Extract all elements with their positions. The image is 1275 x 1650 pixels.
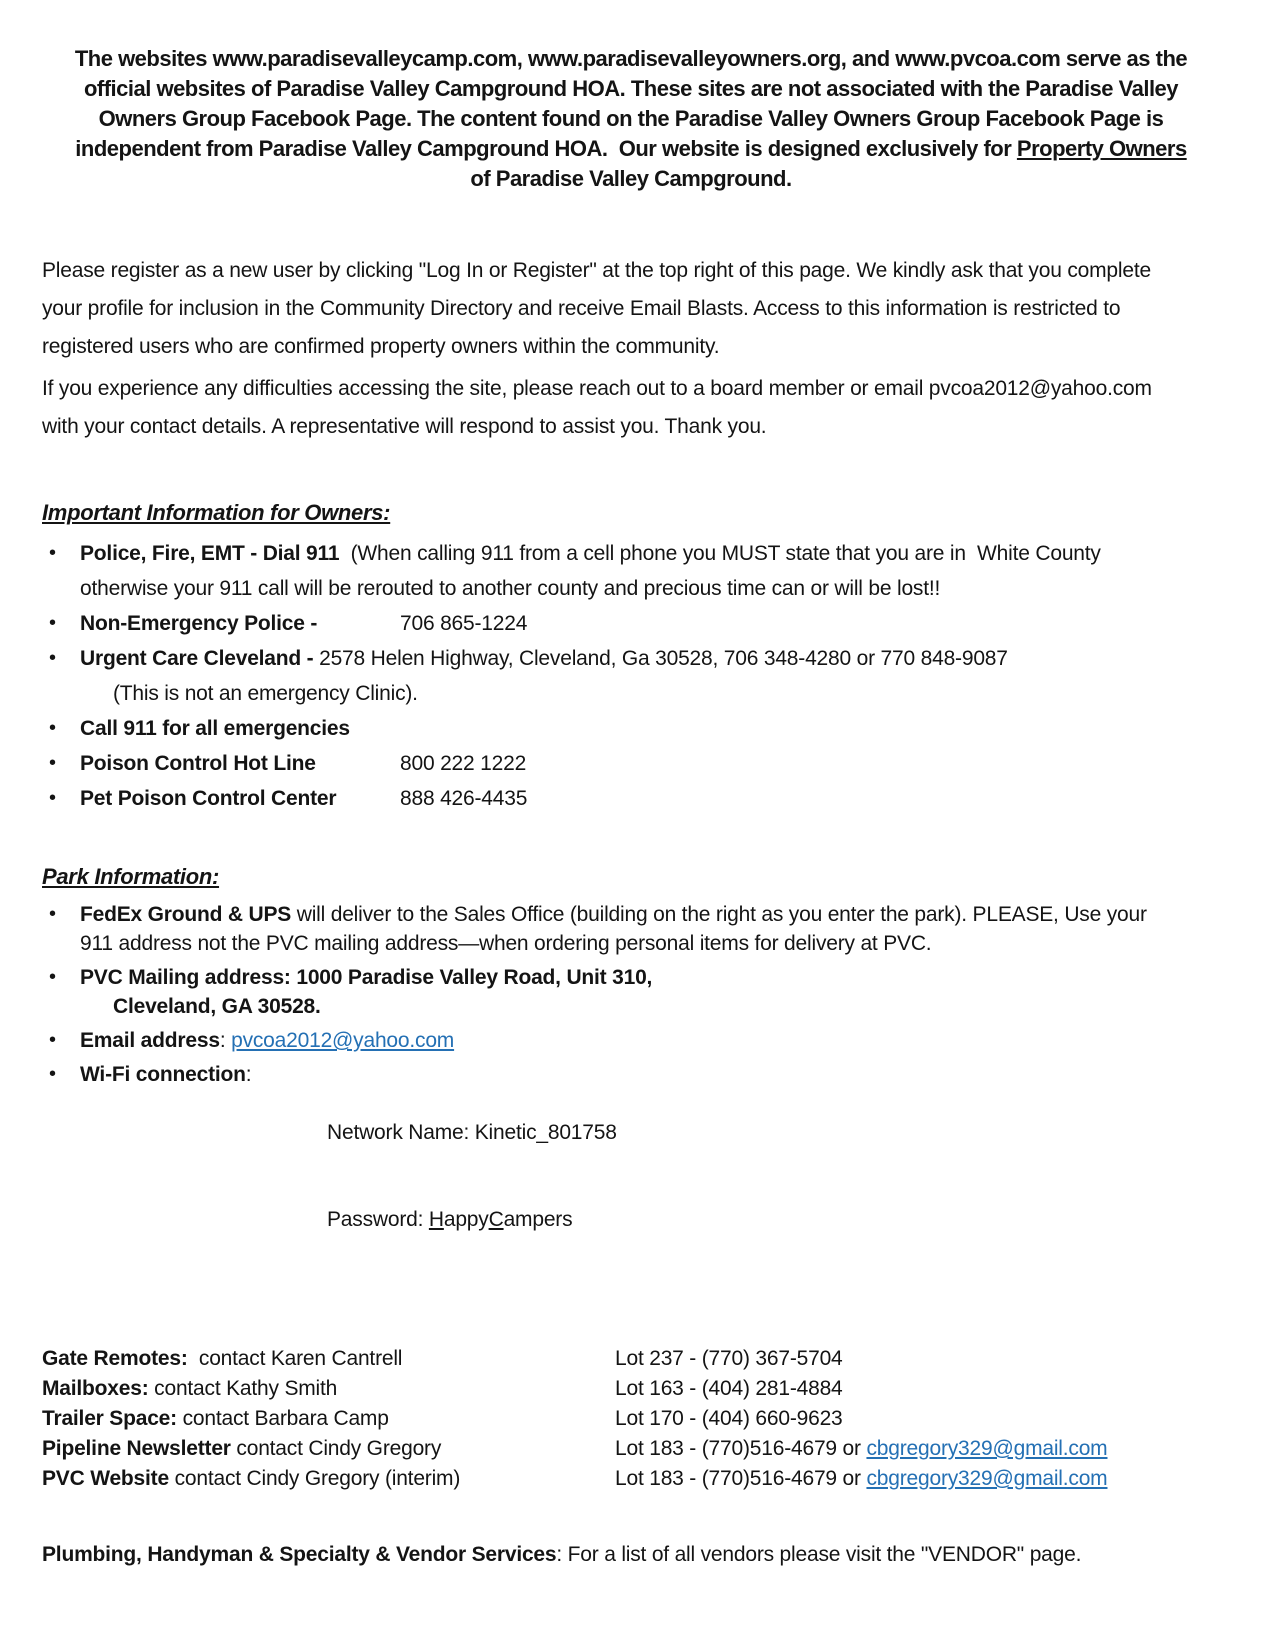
wifi-password-tail: ampers: [503, 1208, 573, 1231]
wifi-details: [327, 1060, 617, 1292]
contact-label-cell: [42, 1374, 615, 1404]
bullet-urgent-care-note: (This is not an emergency Clinic).: [113, 682, 418, 705]
contacts-list: [42, 1344, 1220, 1494]
support-paragraph: If you experience any difficulties accessing the site, please reach out to a board member or email pvcoa2012@yahoo.com with your contact details. A representative will respond to assist you. Thank you.: [42, 377, 1158, 438]
bullet-police-fire-emt: [42, 536, 1177, 606]
bullet-non-emergency-label: Non-Emergency Police -: [80, 612, 318, 635]
bullet-wifi-label: Wi-Fi connection: [80, 1063, 246, 1086]
contact-label: PVC Website: [42, 1467, 169, 1490]
contact-person: contact Cindy Gregory (interim): [168, 1467, 461, 1490]
bullet-wifi-connection: [42, 1060, 1177, 1292]
bullet-urgent-care-text: 2578 Helen Highway, Cleveland, Ga 30528, 706 348-4280 or 770 848-9087: [313, 647, 1008, 670]
bullet-mailing-line1: PVC Mailing address: 1000 Paradise Valley Road, Unit 310,: [80, 966, 653, 989]
contact-row-trailer-space: [42, 1404, 1220, 1434]
intro-paragraph: [68, 44, 1194, 194]
contact-label: Gate Remotes:: [42, 1347, 188, 1370]
park-info-list: [42, 900, 1177, 1292]
wifi-password-c: C: [488, 1208, 504, 1231]
contact-row-gate-remotes: [42, 1344, 1220, 1374]
contact-lot-text: Lot 183 - (770)516-4679 or: [615, 1437, 867, 1460]
register-paragraph: Please register as a new user by clicking "Log In or Register" at the top right of this page. We kindly ask that you complete your profile for inclusion in the Community Directory and receive Email Blasts. Access to this information is restricted to registered users who are confirmed property owners within the community.: [42, 259, 1157, 358]
wifi-network-name: Network Name: Kinetic_801758: [327, 1121, 617, 1144]
contact-person: contact Karen Cantrell: [187, 1347, 403, 1370]
wifi-password-h: H: [428, 1208, 444, 1231]
bullet-pet-poison-label: Pet Poison Control Center: [80, 787, 337, 810]
bullet-delivery-label: FedEx Ground & UPS: [80, 903, 292, 926]
bullet-urgent-care: [42, 641, 1177, 711]
email-link-yahoo[interactable]: pvcoa2012@yahoo.com: [231, 1029, 455, 1052]
bullet-non-emergency-police: [42, 606, 1177, 641]
contact-lot-phone: Lot 237 - (770) 367-5704: [615, 1347, 843, 1370]
contact-label: Pipeline Newsletter: [42, 1437, 231, 1460]
email-link-gmail[interactable]: cbgregory329@gmail.com: [866, 1437, 1108, 1460]
intro-text-after: of Paradise Valley Campground.: [470, 136, 1193, 191]
contact-person: contact Cindy Gregory: [230, 1437, 442, 1460]
park-info-heading: Park Information:: [42, 864, 220, 889]
contact-lot-phone: [615, 1434, 1107, 1464]
bullet-poison-control: [42, 746, 1177, 781]
important-info-heading: Important Information for Owners:: [42, 500, 391, 525]
bullet-police-label: Police, Fire, EMT - Dial 911: [80, 542, 340, 565]
bullet-call-911: [42, 711, 1177, 746]
bullet-wifi-separator: :: [245, 1063, 252, 1086]
contact-person: contact Kathy Smith: [148, 1377, 338, 1400]
contact-lot-phone: Lot 170 - (404) 660-9623: [615, 1407, 843, 1430]
bullet-poison-label: Poison Control Hot Line: [80, 752, 316, 775]
intro-property-owners-underlined: Property Owners: [1016, 136, 1187, 161]
wifi-password-line: [327, 1205, 617, 1234]
contact-label-cell: [42, 1344, 615, 1374]
contact-row-pvc-website: [42, 1464, 1220, 1494]
bullet-wifi-label-cell: [80, 1060, 327, 1292]
bullet-urgent-care-label: Urgent Care Cleveland -: [80, 647, 314, 670]
bullet-email-address: [42, 1026, 1177, 1055]
bullet-email-separator: :: [219, 1029, 232, 1052]
contact-label-cell: [42, 1404, 615, 1434]
bullet-call-911-label: Call 911 for all emergencies: [80, 717, 350, 740]
bullet-pet-poison-control: [42, 781, 1177, 816]
bullet-police-text: (When calling 911 from a cell phone you MUST state that you are in White County otherwise your 911 call will be rerouted to another county and precious time can or will be lost!!: [80, 542, 1107, 600]
intro-text-before: The websites www.paradisevalleycamp.com, www.paradisevalleyowners.org, and www.pvcoa.com serve as the official websites of Paradise Valley Campground HOA. These sites are not associated with the Paradise Valley Owners Group Facebook Page. The content found on the Paradise Valley Owners Group Facebook Page is independent from Paradise Valley Campground HOA. Our website is designed exclusively for: [74, 46, 1193, 161]
vendor-services-note: [42, 1540, 1220, 1570]
bullet-poison-phone: 800 222 1222: [400, 752, 527, 775]
contact-row-pipeline-newsletter: [42, 1434, 1220, 1464]
bullet-pet-poison-phone: 888 426-4435: [400, 787, 528, 810]
contact-lot-phone: Lot 163 - (404) 281-4884: [615, 1377, 843, 1400]
bullet-non-emergency-phone: 706 865-1224: [400, 612, 528, 635]
bullet-delivery: [42, 900, 1177, 958]
bullet-delivery-text: will deliver to the Sales Office (building on the right as you enter the park). PLEASE, Use your 911 address not the PVC mailing address—when ordering personal items for delivery at PVC.: [80, 903, 1153, 955]
contact-person: contact Barbara Camp: [176, 1407, 389, 1430]
contact-row-mailboxes: [42, 1374, 1220, 1404]
vendor-services-label: Plumbing, Handyman & Specialty & Vendor Services: [42, 1543, 557, 1566]
email-link-gmail[interactable]: cbgregory329@gmail.com: [866, 1467, 1108, 1490]
contact-label-cell: [42, 1434, 615, 1464]
wifi-password-mid: appy: [443, 1208, 489, 1231]
bullet-email-label: Email address: [80, 1029, 220, 1052]
contact-lot-phone: [615, 1464, 1107, 1494]
contact-label: Trailer Space:: [42, 1407, 177, 1430]
important-info-list: [42, 536, 1177, 816]
contact-lot-text: Lot 183 - (770)516-4679 or: [615, 1467, 867, 1490]
contact-label-cell: [42, 1464, 615, 1494]
vendor-services-text: : For a list of all vendors please visit the "VENDOR" page.: [556, 1543, 1082, 1566]
bullet-mailing-address: [42, 963, 1177, 1021]
contact-label: Mailboxes:: [42, 1377, 149, 1400]
bullet-mailing-line2: Cleveland, GA 30528.: [113, 995, 321, 1018]
wifi-password-label: Password:: [327, 1208, 429, 1231]
